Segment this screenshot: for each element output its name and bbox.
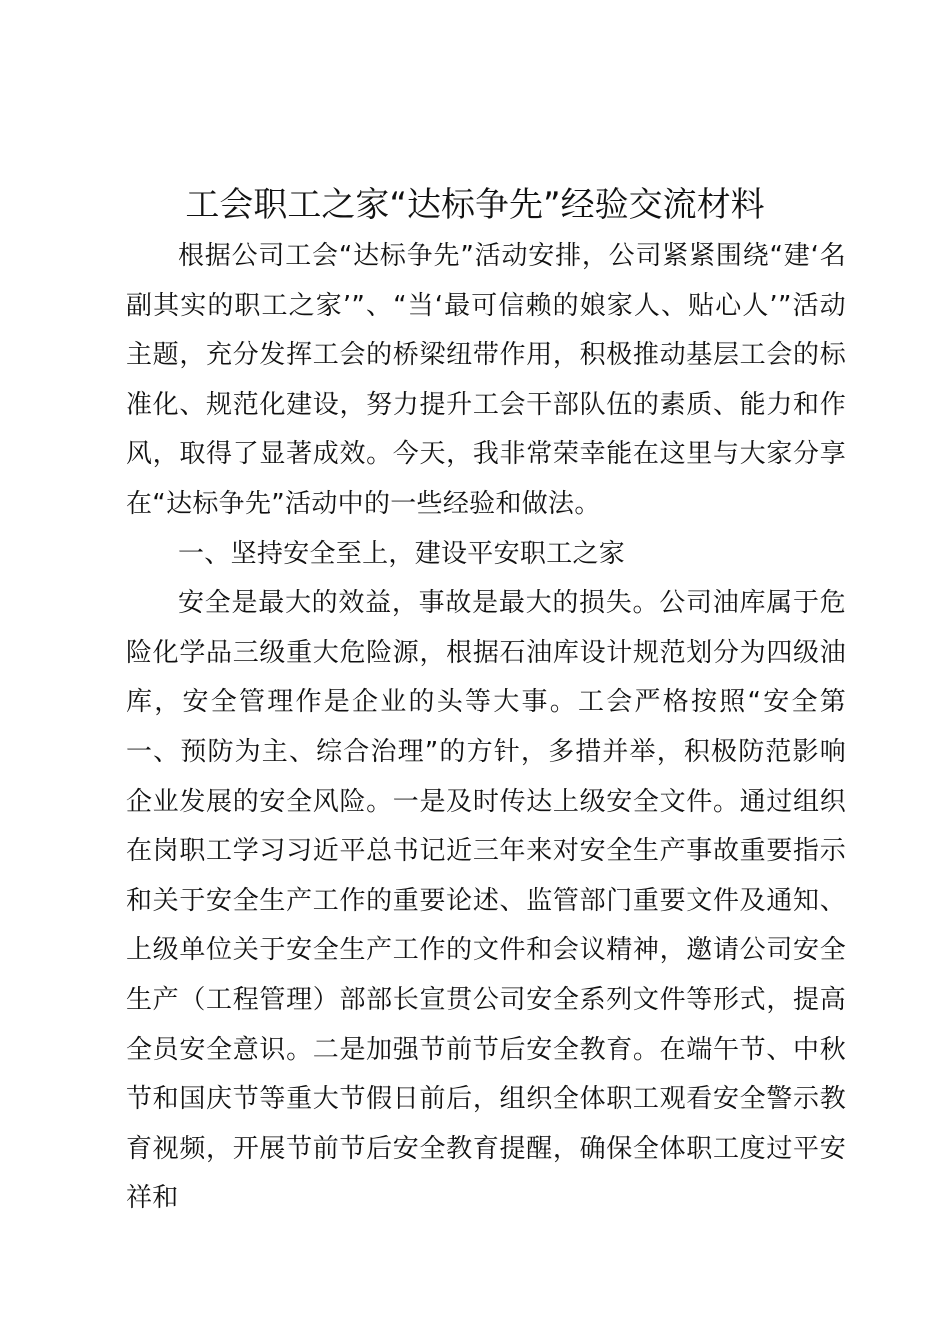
document-title: 工会职工之家“达标争先”经验交流材料 — [185, 185, 765, 225]
section-heading: 一、坚持安全至上，建设平安职工之家 — [178, 538, 626, 569]
document-body — [126, 232, 846, 1224]
section-paragraph: 安全是最大的效益，事故是最大的损失。公司油库属于危险化学品三级重大危险源，根据石油库设计规范划分为四级油库，安全管理作是企业的头等大事。工会严格按照“安全第一、预防为主、综合治理”的方针，多措并举，积极防范影响企业发展的安全风险。一是及时传达上级安全文件。通过组织在岗职工学习习近平总书记近三年来对安全生产事故重要指示和关于安全生产工作的重要论述、监管部门重要文件及通知、上级单位关于安全生产工作的文件和会议精神，邀请公司安全生产（工程管理）部部长宣贯公司安全系列文件等形式，提高全员安全意识。二是加强节前节后安全教育。在端午节、中秋节和国庆节等重大节假日前后，组织全体职工观看安全警示教育视频，开展节前节后安全教育提醒，确保全体职工度过平安祥和 — [126, 588, 846, 1214]
intro-paragraph: 根据公司工会“达标争先”活动安排，公司紧紧围绕“建‘名副其实的职工之家’”、“当‘最可信赖的娘家人、贴心人’”活动主题，充分发挥工会的桥梁纽带作用，积极推动基层工会的标准化、规范化建设，努力提升工会干部队伍的素质、能力和作风，取得了显著成效。今天，我非常荣幸能在这里与大家分享在“达标争先”活动中的一些经验和做法。 — [126, 241, 846, 519]
